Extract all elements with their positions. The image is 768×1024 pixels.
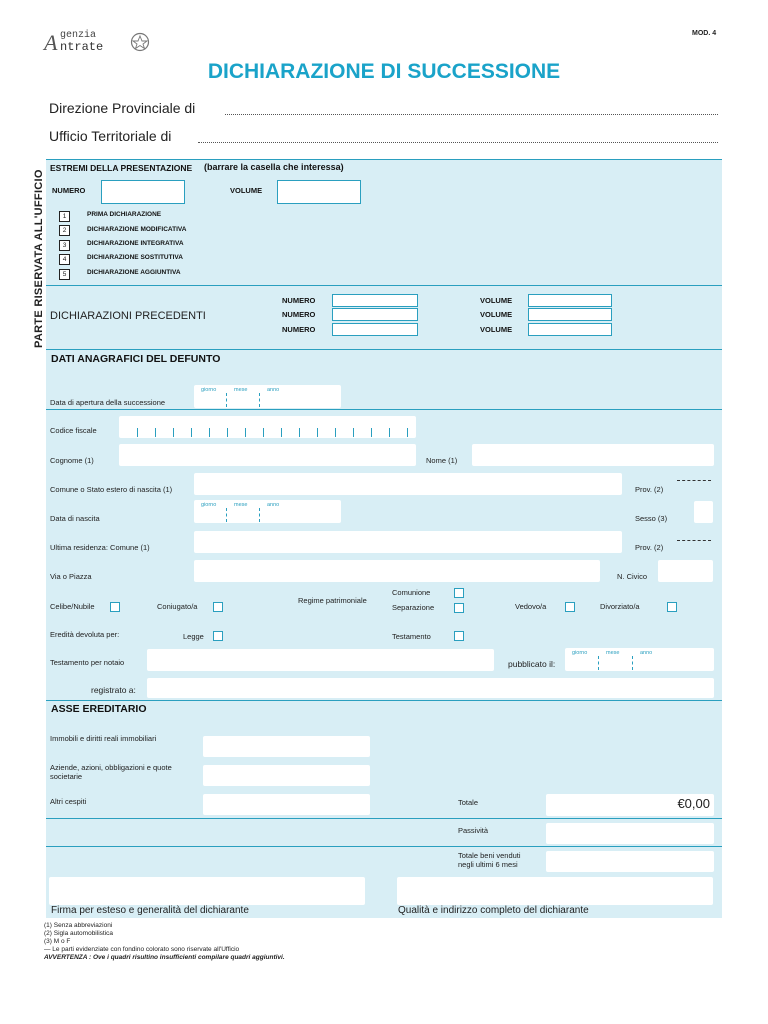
totale-label: Totale	[458, 798, 479, 807]
option-label-3: DICHIARAZIONE INTEGRATIVA	[87, 240, 184, 247]
prev-numero-field-1[interactable]	[332, 294, 418, 307]
firma-field[interactable]	[49, 877, 365, 905]
emblem-icon	[130, 32, 150, 52]
sesso-label: Sesso (3)	[635, 514, 668, 523]
option-checkbox-1[interactable]: 1	[59, 211, 70, 222]
firma-label: Firma per esteso e generalità del dichiarante	[51, 905, 249, 916]
civico-label: N. Civico	[617, 572, 648, 581]
mese-hint: mese	[234, 387, 248, 393]
prev-numero-field-2[interactable]	[332, 308, 418, 321]
prov-nascita-label: Prov. (2)	[635, 485, 664, 494]
data-nascita-label: Data di nascita	[50, 514, 100, 523]
vedovo-label: Vedovo/a	[515, 602, 547, 611]
codice-fiscale-label: Codice fiscale	[50, 426, 97, 435]
prev-volume-field-2[interactable]	[528, 308, 612, 321]
prov-residenza-field[interactable]	[677, 540, 711, 541]
celibe-label: Celibe/Nubile	[50, 602, 95, 611]
nome-field[interactable]	[472, 444, 714, 466]
divorziato-checkbox[interactable]	[667, 602, 677, 612]
totale-value: €0,00	[677, 796, 710, 811]
prov-nascita-field[interactable]	[677, 480, 711, 481]
prev-volume-field-3[interactable]	[528, 323, 612, 336]
altri-cespiti-label: Altri cespiti	[50, 797, 87, 806]
civico-field[interactable]	[658, 560, 713, 582]
testamento-notaio-label: Testamento per notaio	[50, 658, 125, 667]
divider	[46, 285, 722, 286]
volume-field[interactable]	[277, 180, 361, 204]
prev-numero-label: NUMERO	[282, 296, 316, 305]
date-separator	[259, 393, 260, 407]
page-title: DICHIARAZIONE DI SUCCESSIONE	[207, 60, 561, 83]
giorno-hint: giorno	[201, 387, 217, 393]
footnote: — Le parti evidenziate con fondino colorato sono riservate all'Ufficio	[44, 946, 240, 953]
giorno-hint: giorno	[572, 650, 588, 656]
aziende-label: Aziende, azioni, obbligazioni e quote societarie	[50, 763, 172, 781]
defunto-title: DATI ANAGRAFICI DEL DEFUNTO	[51, 353, 221, 365]
cognome-field[interactable]	[119, 444, 416, 466]
logo-text-bottom: ntrate	[60, 40, 104, 54]
testamento-checkbox[interactable]	[454, 631, 464, 641]
direzione-label: Direzione Provinciale di	[49, 100, 196, 116]
footnote: (2) Sigla automobilistica	[44, 930, 114, 937]
model-number: MOD. 4	[692, 30, 717, 37]
prev-volume-label: VOLUME	[480, 296, 513, 305]
comune-nascita-label: Comune o Stato estero di nascita (1)	[50, 485, 173, 494]
prev-volume-label: VOLUME	[480, 325, 513, 334]
prov-residenza-label: Prov. (2)	[635, 543, 664, 552]
cognome-label: Cognome (1)	[50, 456, 94, 465]
divider	[46, 409, 722, 410]
passivita-field[interactable]	[546, 823, 714, 844]
comune-nascita-field[interactable]	[194, 473, 622, 495]
anno-hint: anno	[267, 502, 280, 508]
vedovo-checkbox[interactable]	[565, 602, 575, 612]
side-label: PARTE RISERVATA ALL'UFFICIO	[33, 169, 45, 348]
prev-volume-field-1[interactable]	[528, 294, 612, 307]
qualita-field[interactable]	[397, 877, 713, 905]
giorno-hint: giorno	[201, 502, 217, 508]
codice-fiscale-ticks	[119, 428, 416, 438]
warning-note: AVVERTENZA : Ove i quadri risultino insufficienti compilare quadri aggiuntivi.	[44, 954, 285, 961]
footnote: (3) M o F	[44, 938, 71, 945]
logo-text-top: genzia	[60, 30, 97, 41]
numero-label: NUMERO	[52, 186, 86, 195]
option-label-1: PRIMA DICHIARAZIONE	[87, 211, 162, 218]
beni-venduti-field[interactable]	[546, 851, 714, 872]
separazione-label: Separazione	[392, 603, 435, 612]
beni-venduti-label: Totale beni venduti negli ultimi 6 mesi	[458, 851, 521, 869]
comunione-checkbox[interactable]	[454, 588, 464, 598]
agency-logo	[44, 28, 154, 58]
qualita-label: Qualità e indirizzo completo del dichiarante	[398, 905, 589, 916]
date-separator	[226, 508, 227, 522]
coniugato-checkbox[interactable]	[213, 602, 223, 612]
numero-field[interactable]	[101, 180, 185, 204]
testamento-notaio-field[interactable]	[147, 649, 494, 671]
divider	[46, 846, 722, 847]
ufficio-label: Ufficio Territoriale di	[49, 128, 172, 144]
prev-numero-field-3[interactable]	[332, 323, 418, 336]
asse-title: ASSE EREDITARIO	[51, 703, 147, 715]
coniugato-label: Coniugato/a	[157, 602, 198, 611]
option-checkbox-2[interactable]: 2	[59, 225, 70, 236]
via-field[interactable]	[194, 560, 600, 582]
option-label-4: DICHIARAZIONE SOSTITUTIVA	[87, 254, 183, 261]
ultima-residenza-field[interactable]	[194, 531, 622, 553]
divider	[46, 818, 722, 819]
option-label-5: DICHIARAZIONE AGGIUNTIVA	[87, 269, 181, 276]
pubblicato-label: pubblicato il:	[508, 659, 556, 669]
legge-label: Legge	[183, 632, 204, 641]
date-separator	[632, 656, 633, 670]
date-separator	[226, 393, 227, 407]
passivita-label: Passività	[458, 826, 489, 835]
aziende-field[interactable]	[203, 765, 370, 786]
volume-label: VOLUME	[230, 186, 263, 195]
registrato-label: registrato a:	[91, 685, 136, 695]
prev-volume-label: VOLUME	[480, 310, 513, 319]
mese-hint: mese	[606, 650, 620, 656]
data-apertura-label: Data di apertura della successione	[50, 398, 166, 407]
anno-hint: anno	[640, 650, 653, 656]
option-checkbox-4[interactable]: 4	[59, 254, 70, 265]
legge-checkbox[interactable]	[213, 631, 223, 641]
via-label: Via o Piazza	[50, 572, 92, 581]
comunione-label: Comunione	[392, 588, 431, 597]
mese-hint: mese	[234, 502, 248, 508]
option-checkbox-5[interactable]: 5	[59, 269, 70, 280]
prev-numero-label: NUMERO	[282, 310, 316, 319]
presentazione-title: ESTREMI DELLA PRESENTAZIONE	[50, 163, 193, 173]
divorziato-label: Divorziato/a	[600, 602, 640, 611]
sesso-field[interactable]	[694, 501, 713, 523]
direzione-field[interactable]	[225, 114, 718, 115]
registrato-field[interactable]	[147, 678, 714, 698]
ufficio-field[interactable]	[198, 142, 718, 143]
option-label-2: DICHIARAZIONE MODIFICATIVA	[87, 226, 187, 233]
date-separator	[259, 508, 260, 522]
immobili-label: Immobili e diritti reali immobiliari	[50, 734, 157, 743]
anno-hint: anno	[267, 387, 280, 393]
precedenti-title: DICHIARAZIONI PRECEDENTI	[50, 310, 206, 322]
ultima-residenza-label: Ultima residenza: Comune (1)	[50, 543, 150, 552]
footnotes	[44, 922, 285, 962]
regime-label: Regime patrimoniale	[298, 596, 367, 605]
footnote: (1) Senza abbreviazioni	[44, 922, 113, 929]
testamento-label: Testamento	[392, 632, 431, 641]
celibe-checkbox[interactable]	[110, 602, 120, 612]
separazione-checkbox[interactable]	[454, 603, 464, 613]
nome-label: Nome (1)	[426, 456, 458, 465]
divider	[46, 700, 722, 701]
eredita-label: Eredità devoluta per:	[50, 630, 120, 639]
prev-numero-label: NUMERO	[282, 325, 316, 334]
presentazione-subtitle: (barrare la casella che interessa)	[204, 162, 344, 172]
logo-letter: A	[44, 30, 58, 55]
option-checkbox-3[interactable]: 3	[59, 240, 70, 251]
date-separator	[598, 656, 599, 670]
immobili-field[interactable]	[203, 736, 370, 757]
altri-cespiti-field[interactable]	[203, 794, 370, 815]
